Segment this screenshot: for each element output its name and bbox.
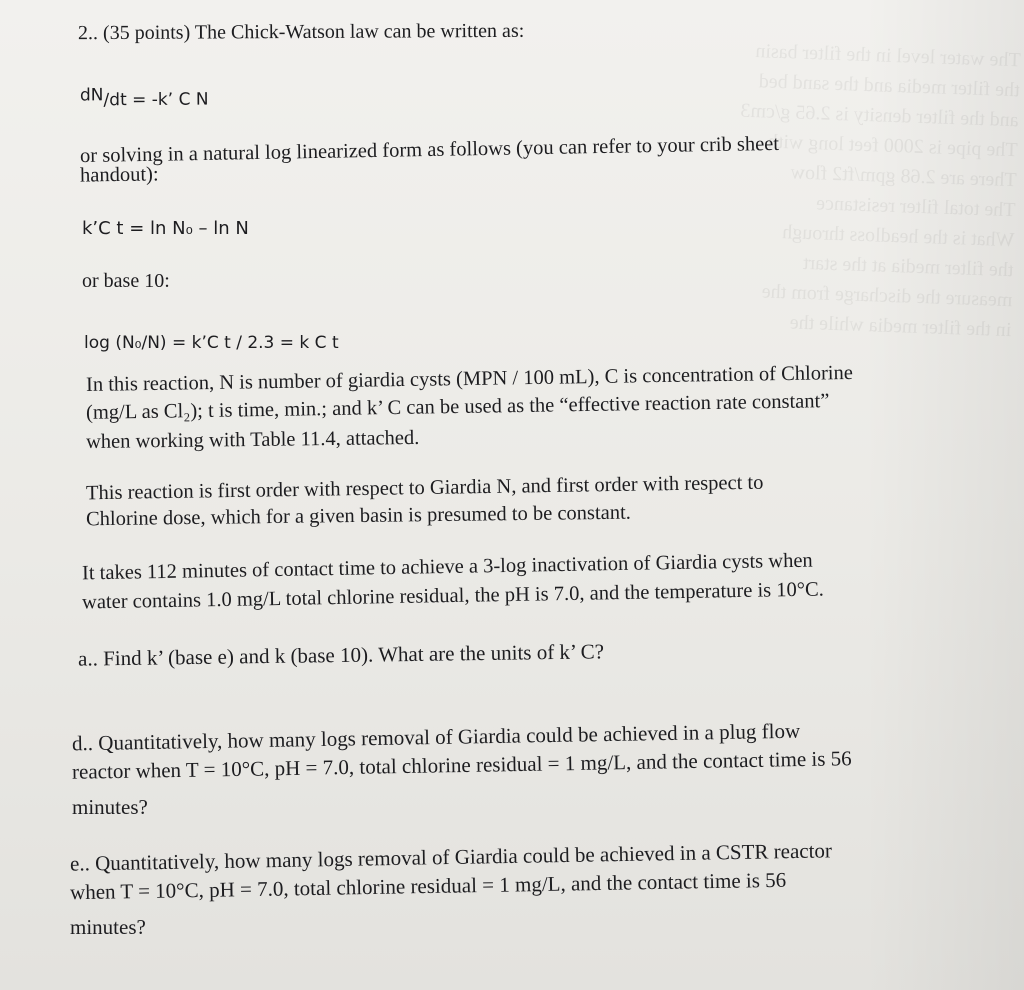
order-line: Chlorine dose, which for a given basin is presumed to be constant. bbox=[85, 501, 631, 531]
problem-heading: 2.. (35 points) The Chick-Watson law can be written as: bbox=[77, 19, 525, 45]
part-d-line: minutes? bbox=[72, 795, 148, 819]
chick-watson-equation bbox=[79, 85, 209, 113]
reaction-line: (mg/L as Cl₂); t is time, min.; and k’ C can be used as the “effective reaction rate constant” bbox=[85, 390, 830, 424]
part-e-line: minutes? bbox=[70, 915, 146, 939]
ln-equation: k’C t = ln N₀ – ln N bbox=[82, 218, 249, 239]
intro-line: handout): bbox=[79, 163, 159, 187]
reaction-line: when working with Table 11.4, attached. bbox=[85, 426, 420, 454]
log-equation: log (N₀/N) = k’C t / 2.3 = k C t bbox=[84, 333, 339, 353]
part-d-line: d.. Quantitatively, how many logs removal of Giardia could be achieved in a plug flow bbox=[71, 718, 801, 756]
part-a-text: a.. Find k’ (base e) and k (base 10). What are the units of k’ C? bbox=[77, 639, 605, 671]
bleed-through-text: The water level in the filter basin the filter media and the sand bed and the filter density is 2.65 g/cm3 The pipe is 2000 feet long with There are 2.68 gpm/ft2 flow The total filter resistance What is the headloss through the filter media at the start measure the discharge from the in the filter media while the bbox=[740, 40, 1022, 342]
equation-numerator: dN bbox=[79, 85, 104, 106]
part-d-line: reactor when T = 10°C, pH = 7.0, total chlorine residual = 1 mg/L, and the contact time is 56 bbox=[71, 746, 852, 784]
order-line: This reaction is first order with respect to Giardia N, and first order with respect to bbox=[85, 471, 764, 505]
part-e-line: when T = 10°C, pH = 7.0, total chlorine residual = 1 mg/L, and the contact time is 56 bbox=[69, 867, 787, 905]
equation-rest: /dt = -k’ C N bbox=[103, 89, 209, 111]
part-e-line: e.. Quantitatively, how many logs removal of Giardia could be achieved in a CSTR reactor bbox=[69, 838, 833, 876]
base10-label: or base 10: bbox=[82, 270, 170, 292]
given-line: It takes 112 minutes of contact time to achieve a 3-log inactivation of Giardia cysts when bbox=[81, 549, 813, 585]
intro-line: or solving in a natural log linearized form as follows (you can refer to your crib sheet bbox=[79, 132, 780, 168]
given-line: water contains 1.0 mg/L total chlorine residual, the pH is 7.0, and the temperature is 10°C. bbox=[81, 578, 824, 614]
reaction-line: In this reaction, N is number of giardia cysts (MPN / 100 mL), C is concentration of Chlorine bbox=[85, 361, 854, 397]
